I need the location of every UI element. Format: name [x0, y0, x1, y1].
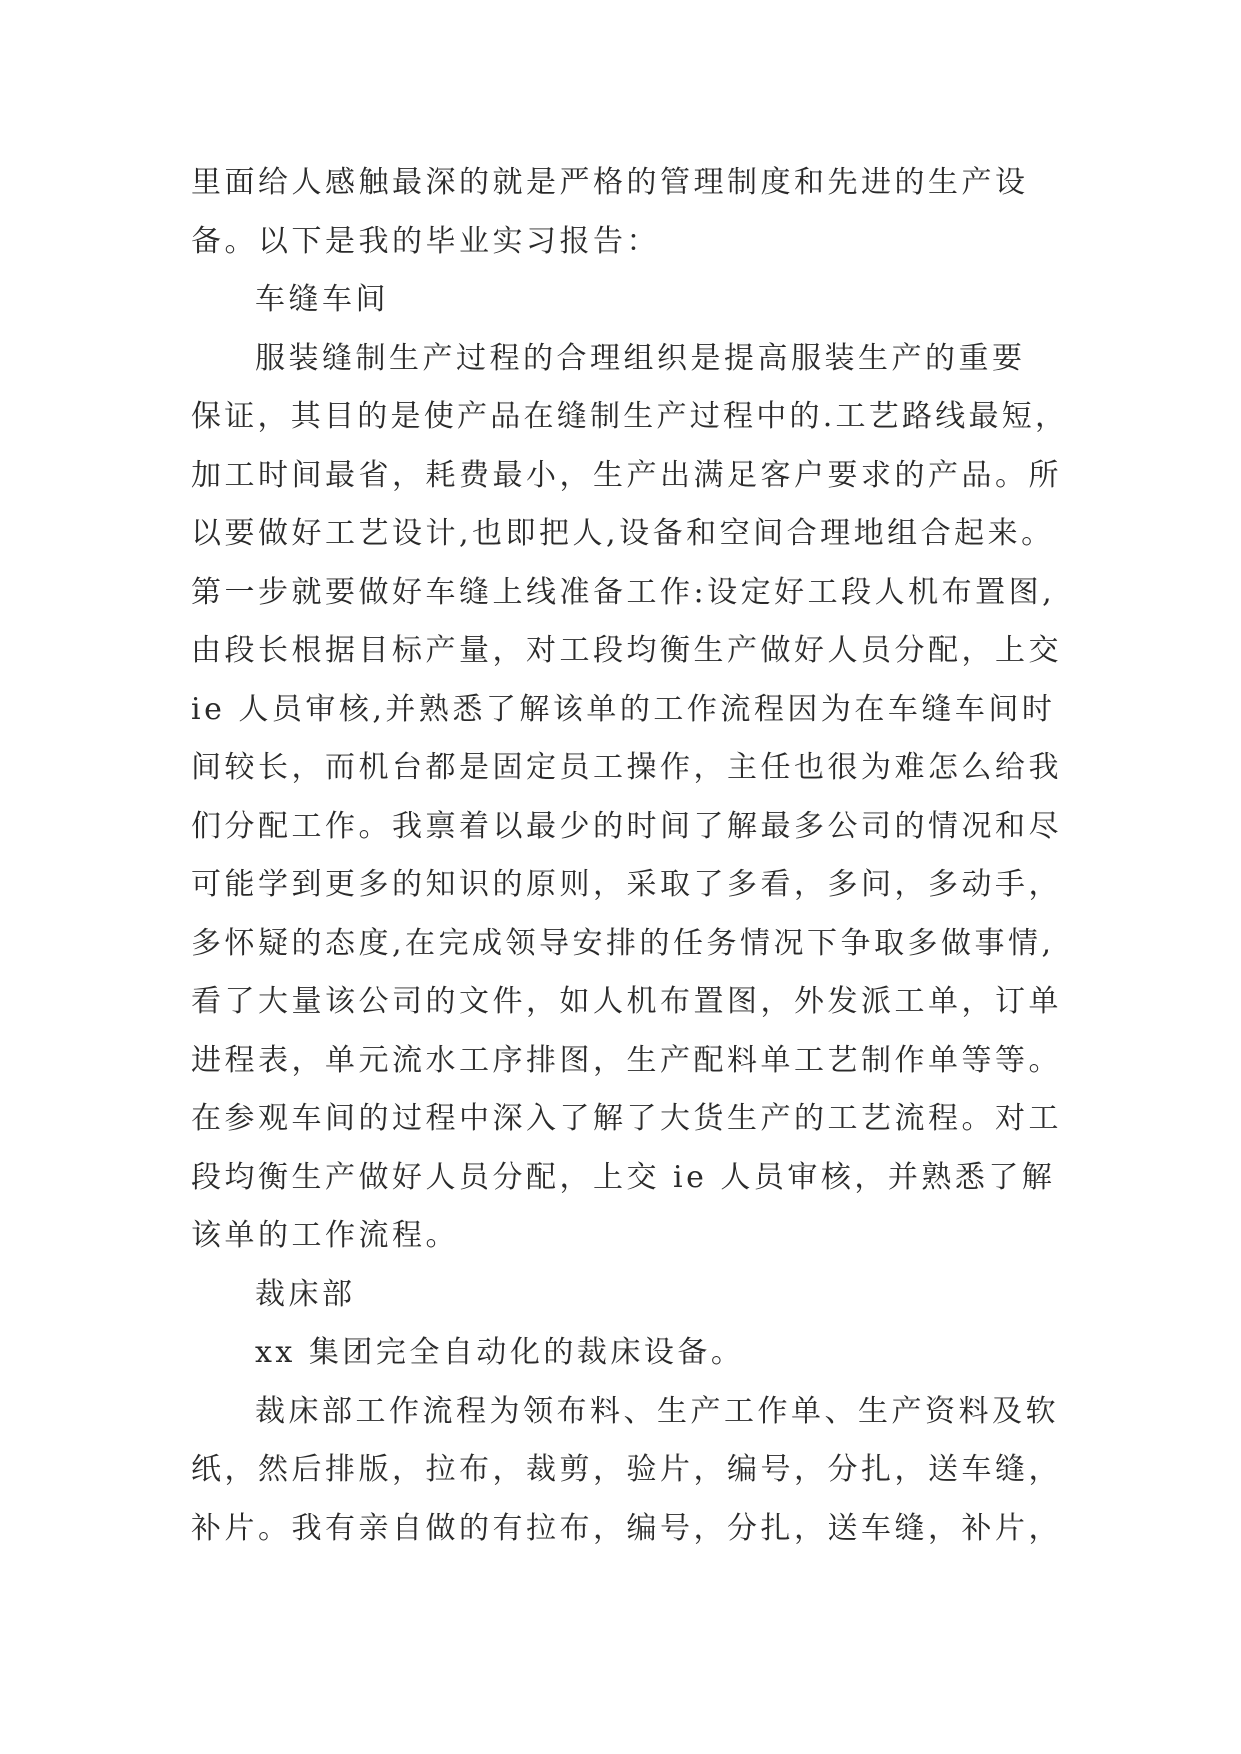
- text-line: 服装缝制生产过程的合理组织是提高服装生产的重要: [255, 340, 1026, 376]
- text-line: 该单的工作流程。: [191, 1218, 459, 1253]
- text-line: 进程表，单元流水工序排图，生产配料单工艺制作单等等。: [191, 1042, 1062, 1078]
- text-line: 多怀疑的态度,在完成领导安排的任务情况下争取多做事情,: [191, 925, 1055, 961]
- text-line: 看了大量该公司的文件，如人机布置图，外发派工单，订单: [191, 984, 1062, 1019]
- text-line: xx 集团完全自动化的裁床设备。: [255, 1335, 745, 1370]
- text-line: 裁床部: [255, 1276, 356, 1312]
- text-line: 纸，然后排版，拉布，裁剪，验片，编号，分扎，送车缝，: [191, 1452, 1062, 1487]
- text-line: 备。以下是我的毕业实习报告：: [191, 223, 660, 259]
- text-line: 以要做好工艺设计,也即把人,设备和空间合理地组合起来。: [191, 516, 1055, 551]
- body-text: [191, 154, 1071, 1558]
- text-line: 们分配工作。我禀着以最少的时间了解最多公司的情况和尽: [191, 808, 1062, 844]
- text-line: 段均衡生产做好人员分配，上交 ie 人员审核，并熟悉了解: [191, 1159, 1056, 1195]
- text-line: 可能学到更多的知识的原则，采取了多看，多问，多动手，: [191, 867, 1062, 902]
- text-line: ie 人员审核,并熟悉了解该单的工作流程因为在车缝车间时: [191, 691, 1056, 727]
- text-line: 车缝车间: [255, 282, 389, 317]
- text-line: 加工时间最省，耗费最小，生产出满足客户要求的产品。所: [191, 457, 1062, 493]
- text-line: 在参观车间的过程中深入了解了大货生产的工艺流程。对工: [191, 1101, 1062, 1136]
- text-line: 间较长，而机台都是固定员工操作，主任也很为难怎么给我: [191, 750, 1062, 785]
- text-line: 保证，其目的是使产品在缝制生产过程中的.工艺路线最短，: [191, 399, 1069, 434]
- text-line: 补片。我有亲自做的有拉布，编号，分扎，送车缝，补片，: [191, 1510, 1062, 1546]
- text-line: 裁床部工作流程为领布料、生产工作单、生产资料及软: [255, 1393, 1059, 1429]
- text-line: 由段长根据目标产量，对工段均衡生产做好人员分配，上交: [191, 633, 1062, 668]
- text-line: 里面给人感触最深的就是严格的管理制度和先进的生产设: [191, 165, 1029, 200]
- text-line: 第一步就要做好车缝上线准备工作:设定好工段人机布置图,: [191, 574, 1056, 610]
